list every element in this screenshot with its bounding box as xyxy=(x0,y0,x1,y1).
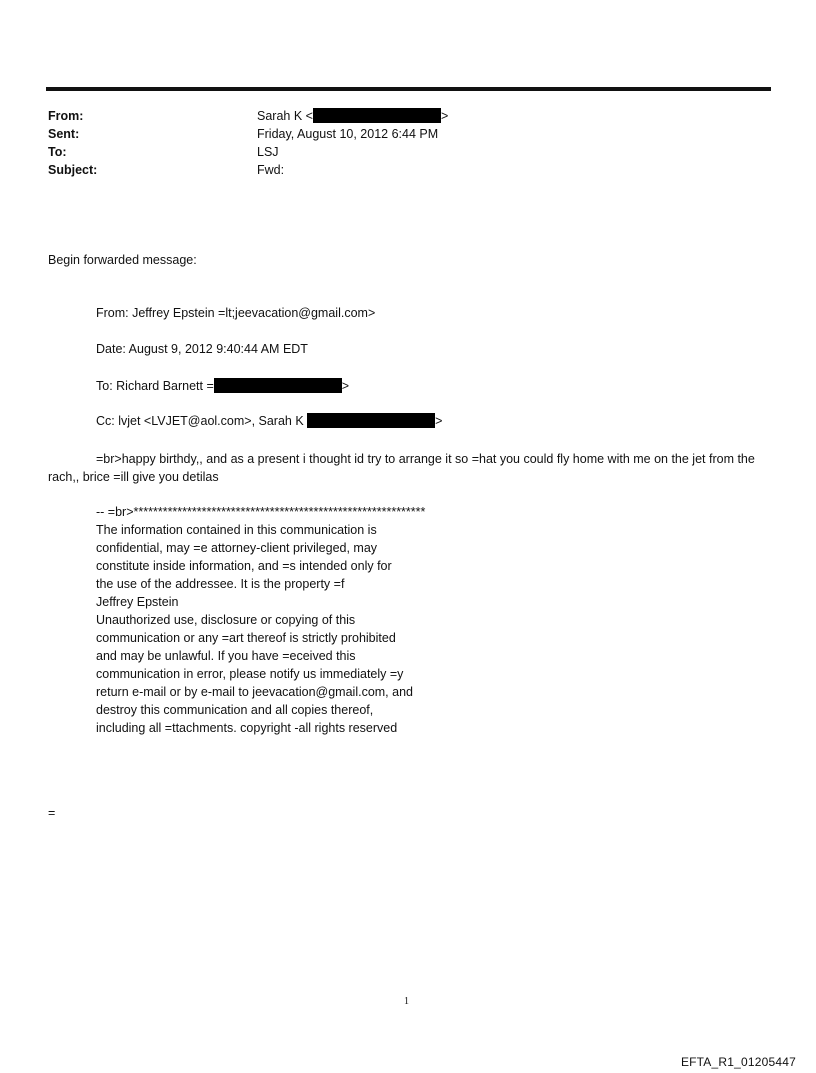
sent-label: Sent: xyxy=(48,127,80,141)
forwarded-to-text: To: Richard Barnett = xyxy=(96,379,214,393)
to-value: LSJ xyxy=(257,145,279,159)
subject-value: Fwd: xyxy=(257,163,285,177)
top-rule xyxy=(46,87,771,91)
forwarded-cc: Cc: lvjet <LVJET@aol.com>, Sarah K > xyxy=(96,414,443,428)
subject-label: Subject: xyxy=(48,163,98,177)
from-label: From: xyxy=(48,109,84,123)
forward-intro: Begin forwarded message: xyxy=(48,253,197,267)
redaction-box xyxy=(313,108,441,123)
sent-value: Friday, August 10, 2012 6:44 PM xyxy=(257,127,439,141)
page-number: 1 xyxy=(404,996,409,1007)
forwarded-from: From: Jeffrey Epstein =lt;jeevacation@gmail.com> xyxy=(96,306,376,320)
to-label: To: xyxy=(48,145,67,159)
trailing-equals: = xyxy=(48,806,56,820)
from-name: Sarah K xyxy=(257,109,303,123)
redaction-box xyxy=(214,378,342,393)
message-body: =br>happy birthdy,, and as a present i thought id try to arrange it so =hat you could fly home with me on the jet from the rach,, brice =ill give you detilas xyxy=(48,452,755,484)
forwarded-to: To: Richard Barnett = > xyxy=(96,379,350,393)
forwarded-date: Date: August 9, 2012 9:40:44 AM EDT xyxy=(96,342,308,356)
confidentiality-disclaimer: -- =br>************************************************************ The information contained in this communication is confidential, may =e attorney-client privileged, may constitute inside information, and =s intended only for the use of the addressee. It is the property =f Jeffrey Epstein Unauthorized use, disclosure or copying of this communication or any =art thereof is strictly prohibited and may be unlawful. If you have =eceived this communication in error, please notify us immediately =y return e-mail or by e-mail to jeevacation@gmail.com, and destroy this communication and all copies thereof, including all =ttachments. copyright -all rights reserved xyxy=(96,505,426,735)
from-value: Sarah K < > xyxy=(257,109,449,123)
forwarded-cc-text: Cc: lvjet <LVJET@aol.com>, Sarah K xyxy=(96,414,304,428)
document-id: EFTA_R1_01205447 xyxy=(680,1055,796,1069)
redaction-box xyxy=(307,413,435,428)
